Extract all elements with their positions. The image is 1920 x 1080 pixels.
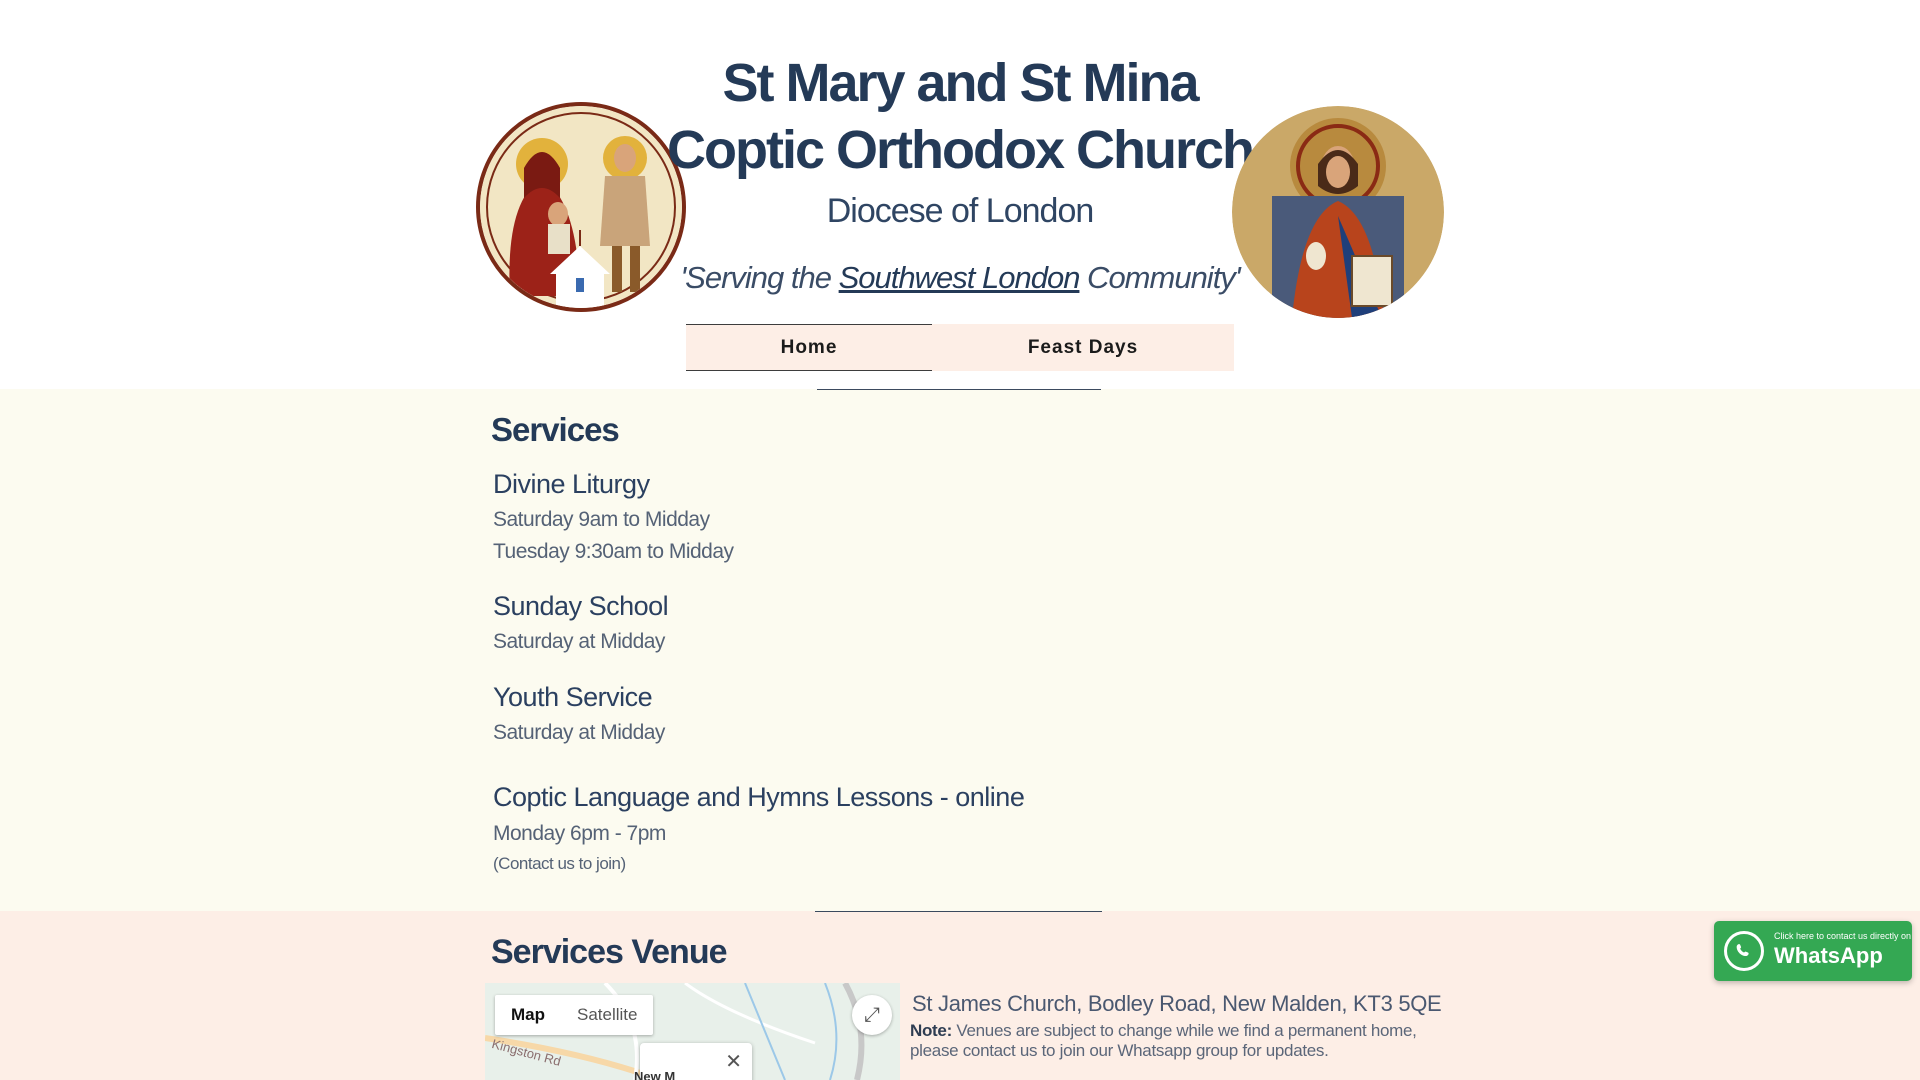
services-section <box>0 389 1920 911</box>
service-heading-youth-service: Youth Service <box>493 682 653 712</box>
service-time: Saturday at Midday <box>493 721 665 744</box>
tagline-prefix: 'Serving the <box>680 260 839 295</box>
map-road-label: Kingston Rd <box>490 1036 563 1069</box>
whatsapp-caption: Click here to contact us directly on <box>1774 931 1912 941</box>
whatsapp-icon <box>1724 931 1764 971</box>
st-mary-st-mina-icon <box>476 102 686 312</box>
nav-feast-days[interactable]: Feast Days <box>932 324 1234 371</box>
church-name-line1: St Mary and St Mina <box>722 53 1198 113</box>
tagline <box>660 260 1260 296</box>
map-info-popup <box>634 1043 752 1080</box>
services-title: Services <box>491 411 619 448</box>
section-divider <box>817 389 1101 390</box>
service-time: Saturday 9am to Midday <box>493 508 710 531</box>
service-heading-sunday-school: Sunday School <box>493 591 669 621</box>
diocese-subtitle: Diocese of London <box>826 192 1094 230</box>
church-name-line2: Coptic Orthodox Church <box>667 120 1253 180</box>
service-heading-divine-liturgy: Divine Liturgy <box>493 469 650 499</box>
service-time: Saturday at Midday <box>493 630 665 653</box>
venue-address: St James Church, Bodley Road, New Malden, KT3 5QE <box>912 991 1442 1016</box>
service-time: Monday 6pm - 7pm <box>493 822 666 845</box>
map-fullscreen-button[interactable] <box>852 995 892 1035</box>
nav-home[interactable]: Home <box>686 324 932 371</box>
section-divider <box>815 911 1102 912</box>
christ-pantocrator-icon <box>1232 106 1444 318</box>
whatsapp-label: WhatsApp <box>1774 943 1883 968</box>
site-header <box>0 0 1920 389</box>
map-type-satellite-button[interactable]: Satellite <box>577 1005 638 1024</box>
whatsapp-contact-button[interactable] <box>1714 921 1912 981</box>
tagline-suffix: Community' <box>1079 260 1240 295</box>
service-heading-coptic-lessons: Coptic Language and Hymns Lessons - online <box>493 782 1025 812</box>
map-place-label: New M <box>634 1069 676 1080</box>
map-type-toggle <box>495 995 653 1035</box>
service-time: Tuesday 9:30am to Midday <box>493 540 734 563</box>
venue-title: Services Venue <box>491 933 727 971</box>
venue-section <box>0 911 1920 1080</box>
map-type-map-button[interactable]: Map <box>511 1005 545 1024</box>
venue-note <box>910 1021 1430 1061</box>
close-icon[interactable]: ✕ <box>725 1051 742 1073</box>
tagline-highlight-link[interactable]: Southwest London <box>838 260 1080 295</box>
venue-note-label: Note: <box>910 1021 952 1040</box>
service-note: (Contact us to join) <box>493 854 626 873</box>
venue-note-text: Venues are subject to change while we find a permanent home, please contact us to join our Whatsapp group for updates. <box>910 1021 1417 1060</box>
venue-map[interactable] <box>485 983 900 1080</box>
expand-icon: ⤢ <box>864 1003 880 1026</box>
